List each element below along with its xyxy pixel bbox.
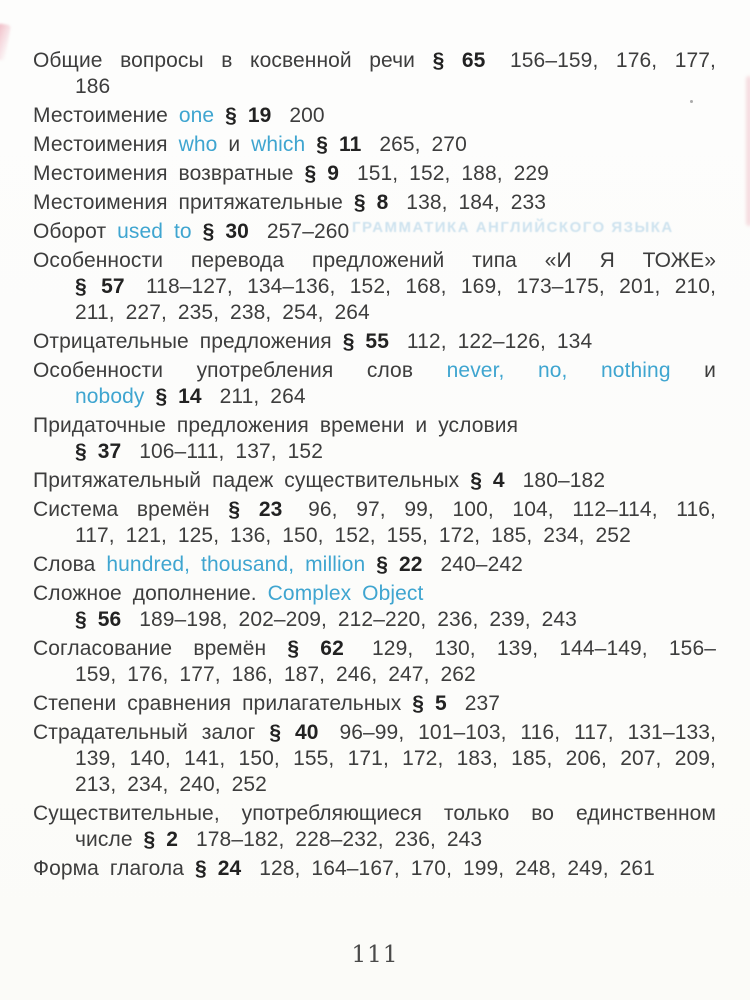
entry-text: Придаточные предложения времени и условия <box>33 414 519 437</box>
entry-pages: 211, 264 <box>219 385 306 408</box>
entry-section: § 22 <box>376 553 423 576</box>
entry-text: Общие вопросы в косвенной речи <box>33 49 416 72</box>
index-entry <box>33 636 716 688</box>
entry-keyword: used to <box>117 220 192 243</box>
entry-pages: 129, 130, 139, 144–149, 156– <box>372 637 716 660</box>
index-entry <box>33 358 716 410</box>
entry-pages: 128, 164–167, 170, 199, 248, 249, 261 <box>259 857 655 880</box>
entry-section: § 23 <box>228 498 283 521</box>
entry-pages: 237 <box>464 692 501 715</box>
entry-line <box>33 190 716 216</box>
entry-text: Форма глагола <box>33 857 185 880</box>
entry-section: § 56 <box>75 608 122 631</box>
entry-line <box>33 746 716 772</box>
entry-text: Местоимения возвратные <box>33 162 294 185</box>
entry-keyword: hundred, thousand, million <box>106 553 366 576</box>
entry-text: Притяжательный падеж существительных <box>33 469 460 492</box>
entry-pages: 118–127, 134–136, 152, 168, 169, 173–175, 201, 210, <box>145 275 717 298</box>
entry-pages: 112, 122–126, 134 <box>406 330 593 353</box>
index-entry <box>33 552 716 578</box>
index-entry <box>33 497 716 549</box>
entry-section: § 8 <box>353 191 389 214</box>
entry-pages: 96, 97, 99, 100, 104, 112–114, 116, <box>308 498 716 521</box>
entry-pages: 189–198, 202–209, 212–220, 236, 239, 243 <box>139 608 577 631</box>
entry-section: § 19 <box>225 104 272 127</box>
entry-text: Местоимение <box>33 104 168 127</box>
entry-text: Оборот <box>33 220 107 243</box>
entry-section: § 62 <box>287 637 344 660</box>
entry-line <box>33 274 716 300</box>
entry-pages: 139, 140, 141, 150, 155, 171, 172, 183, 185, 206, 207, 209, <box>75 747 716 770</box>
entry-text: Степени сравнения прилагательных <box>33 692 402 715</box>
entry-keyword: one <box>178 104 215 127</box>
entry-line <box>33 827 716 853</box>
entry-section: § 4 <box>470 469 505 492</box>
index-entry <box>33 856 716 882</box>
entry-line <box>33 581 716 607</box>
index-entry <box>33 248 716 326</box>
entry-line <box>33 468 716 494</box>
entry-line <box>33 720 716 746</box>
scan-artifact-corner <box>0 23 11 61</box>
entry-pages: 156–159, 176, 177, <box>509 49 716 72</box>
entry-text: Слова <box>33 553 96 576</box>
entry-line <box>33 384 716 410</box>
entry-text: Местоимения <box>33 133 168 156</box>
entry-pages: 240–242 <box>440 553 523 576</box>
index-entry <box>33 720 716 798</box>
entry-section: § 37 <box>75 440 122 463</box>
entry-section: § 57 <box>75 275 125 298</box>
entry-line <box>33 161 716 187</box>
entry-section: § 24 <box>195 857 242 880</box>
entry-pages: 180–182 <box>522 469 606 492</box>
entry-pages: 178–182, 228–232, 236, 243 <box>195 828 483 851</box>
entry-text: Особенности употребления слов <box>33 359 414 382</box>
entry-line <box>33 132 716 158</box>
entry-line <box>33 552 716 578</box>
entry-text: Особенности перевода предложений типа «И Я ТОЖЕ» <box>33 249 716 272</box>
entry-line <box>33 413 716 439</box>
entry-text: Система времён <box>33 498 210 521</box>
entry-section: § 5 <box>412 692 447 715</box>
entry-section: § 40 <box>269 721 319 744</box>
entry-section: § 9 <box>304 162 340 185</box>
entry-text: Страдательный залог <box>33 721 256 744</box>
entry-line <box>33 636 716 662</box>
index-entry <box>33 581 716 633</box>
index-entry <box>33 691 716 717</box>
entry-line <box>33 248 716 274</box>
entry-text: и <box>704 359 717 382</box>
entry-line <box>33 772 716 798</box>
scan-artifact-edge <box>746 76 750 226</box>
entry-pages: 200 <box>289 104 325 127</box>
book-page <box>33 48 716 885</box>
entry-section: § 2 <box>143 828 179 851</box>
index-entry <box>33 190 716 216</box>
entry-pages: 117, 121, 125, 136, 150, 152, 155, 172, 185, 234, 252 <box>75 524 631 547</box>
entry-line <box>33 607 716 633</box>
entry-text: Существительные, употребляющиеся только во единственном <box>33 802 716 825</box>
entry-pages: 106–111, 137, 152 <box>139 440 323 463</box>
entry-line <box>33 219 716 245</box>
entry-keyword: nobody <box>75 385 145 408</box>
entry-section: § 11 <box>316 133 362 156</box>
entry-text: Сложное дополнение. <box>33 582 257 605</box>
entry-section: § 30 <box>202 220 249 243</box>
entry-line <box>33 523 716 549</box>
entry-line <box>33 662 716 688</box>
entry-pages: 138, 184, 233 <box>406 191 547 214</box>
entry-line <box>33 856 716 882</box>
index-entry <box>33 329 716 355</box>
bleed-through-ghost-text: ГРАММАТИКА АНГЛИЙСКОГО ЯЗЫКА <box>352 219 674 236</box>
entry-line <box>33 103 716 129</box>
entry-keyword: who <box>178 133 218 156</box>
entry-line <box>33 439 716 465</box>
entry-pages: 257–260 <box>266 220 350 243</box>
entry-line <box>33 801 716 827</box>
entry-section: § 14 <box>155 385 202 408</box>
entry-text: и <box>228 133 241 156</box>
page-number: 111 <box>351 942 399 968</box>
entry-pages: 186 <box>75 75 111 98</box>
entry-line <box>33 74 716 100</box>
index-entry <box>33 413 716 465</box>
entry-pages: 151, 152, 188, 229 <box>356 162 549 185</box>
entry-line <box>33 329 716 355</box>
entry-text: числе <box>75 828 133 851</box>
entry-line <box>33 300 716 326</box>
index-entry <box>33 103 716 129</box>
entry-pages: 265, 270 <box>379 133 467 156</box>
entry-section: § 55 <box>342 330 389 353</box>
entry-pages: 213, 234, 240, 252 <box>75 773 267 796</box>
index-list <box>33 48 716 882</box>
entry-line <box>33 48 716 74</box>
entry-section: § 65 <box>432 49 486 72</box>
index-entry <box>33 219 716 245</box>
index-entry <box>33 132 716 158</box>
index-entry <box>33 161 716 187</box>
entry-line <box>33 358 716 384</box>
entry-pages: 159, 176, 177, 186, 187, 246, 247, 262 <box>75 663 476 686</box>
entry-text: Согласование времён <box>33 637 267 660</box>
entry-line <box>33 497 716 523</box>
index-entry <box>33 48 716 100</box>
entry-pages: 211, 227, 235, 238, 254, 264 <box>75 301 370 324</box>
entry-keyword: which <box>251 133 306 156</box>
entry-keyword: Complex Object <box>267 582 424 605</box>
entry-text: Местоимения притяжательные <box>33 191 343 214</box>
entry-pages: 96–99, 101–103, 116, 117, 131–133, <box>339 721 717 744</box>
entry-keyword: never, no, nothing <box>446 359 671 382</box>
entry-line <box>33 691 716 717</box>
index-entry <box>33 801 716 853</box>
index-entry <box>33 468 716 494</box>
entry-text: Отрицательные предложения <box>33 330 332 353</box>
